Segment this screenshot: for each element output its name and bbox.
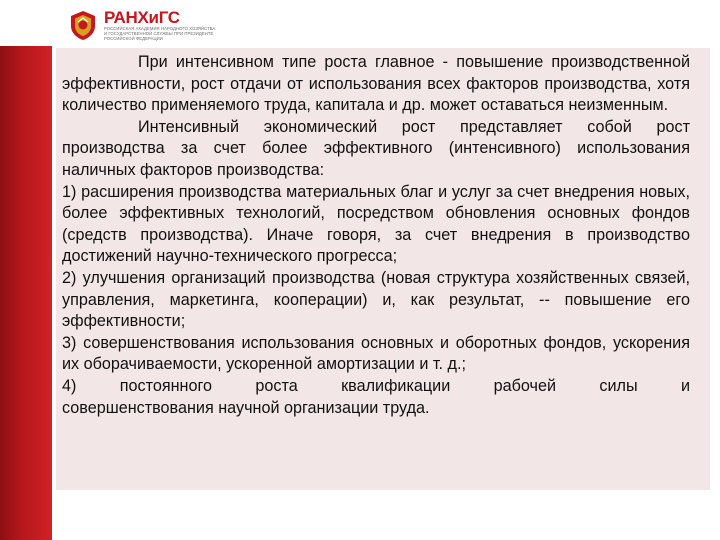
logo-name: РАНХиГС [104,8,180,27]
paragraph-intensive-type: При интенсивном типе роста главное - повышение производственной эффективности, рост отдачи от использования всех факторов производства, хотя количество применяемого труда, капитала и др. может оставаться неизменным. [62,53,690,115]
list-item-1: 1) расширения производства материальных благ и услуг за счет внедрения новых, более эффективных технологий, посредством обновления основных фондов (средств производства). Иначе говоря, за счет внедрения в производство достижений научно-технического прогресса; [62,182,690,266]
paragraph-intensive-growth: Интенсивный экономический рост представляет собой рост производства за счет более эффективного (интенсивного) использования наличных факторов производства: [62,117,690,179]
logo-tagline-2: И ГОСУДАРСТВЕННОЙ СЛУЖБЫ ПРИ ПРЕЗИДЕНТЕ [104,31,214,36]
list-item-2: 2) улучшения организаций производства (новая структура хозяйственных связей, управления, маркетинга, кооперации) и, как результат, -- повышение его эффективности; [62,268,690,331]
logo-tagline-1: РОССИЙСКАЯ АКАДЕМИЯ НАРОДНОГО ХОЗЯЙСТВА [104,26,216,31]
slide-text [62,52,690,419]
list-item-4-line-2: совершенствования научной организации труда. [62,398,430,417]
list-item-3: 3) совершенствования использования основных и оборотных фондов, ускорения их оборачиваемости, ускоренной амортизации и т. д.; [62,333,690,374]
list-item-4-line-1: 4) постоянного роста квалификации рабочей силы и [62,376,690,395]
emblem-icon [68,9,98,41]
left-decorative-bar [0,46,52,540]
ranepa-logo [68,8,215,42]
logo-tagline-3: РОССИЙСКОЙ ФЕДЕРАЦИИ [104,36,163,41]
